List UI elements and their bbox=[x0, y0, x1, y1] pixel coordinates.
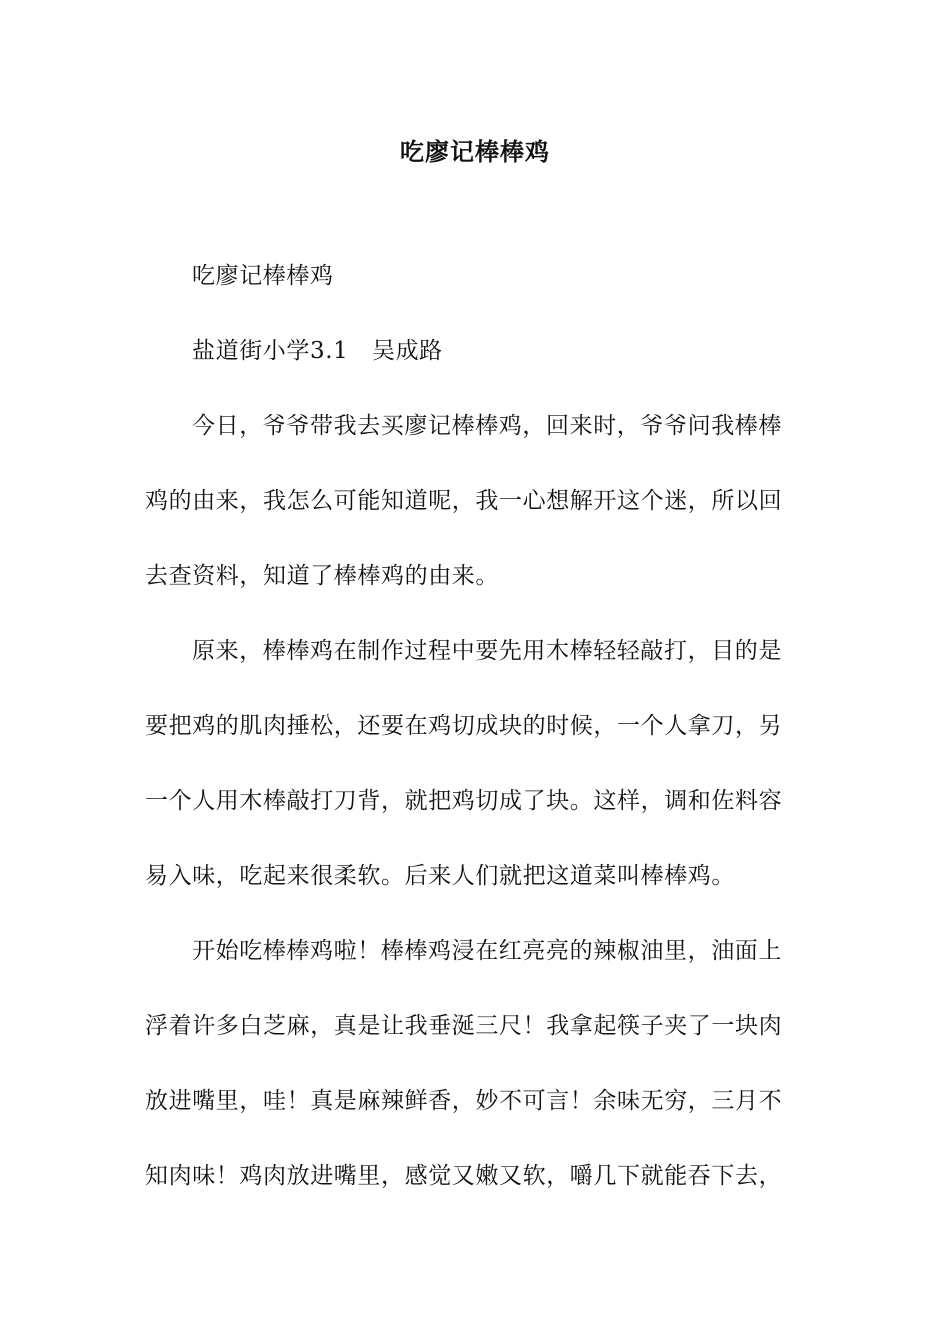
text-line: 知肉味！鸡肉放进嘴里，感觉又嫩又软，嚼几下就能吞下去， bbox=[145, 1163, 783, 1189]
text-line-author: 盐道街小学3.1 吴成路 bbox=[192, 338, 443, 364]
text-line: 一个人用木棒敲打刀背，就把鸡切成了块。这样，调和佐料容 bbox=[145, 788, 783, 814]
text-line: 放进嘴里，哇！真是麻辣鲜香，妙不可言！余味无穷，三月不 bbox=[145, 1088, 783, 1114]
document-body bbox=[145, 254, 807, 1229]
text-line: 易入味，吃起来很柔软。后来人们就把这道菜叫棒棒鸡。 bbox=[145, 863, 735, 889]
text-line-subtitle: 吃廖记棒棒鸡 bbox=[192, 263, 334, 289]
text-line: 去查资料，知道了棒棒鸡的由来。 bbox=[145, 563, 499, 589]
text-line: 开始吃棒棒鸡啦！棒棒鸡浸在红亮亮的辣椒油里，油面上 bbox=[192, 938, 782, 964]
document-title: 吃廖记棒棒鸡 bbox=[400, 137, 550, 166]
text-line: 今日，爷爷带我去买廖记棒棒鸡，回来时，爷爷问我棒棒 bbox=[192, 413, 782, 439]
text-line: 要把鸡的肌肉捶松，还要在鸡切成块的时候，一个人拿刀，另 bbox=[145, 713, 783, 739]
text-line: 浮着许多白芝麻，真是让我垂涎三尺！我拿起筷子夹了一块肉 bbox=[145, 1013, 783, 1039]
text-line: 鸡的由来，我怎么可能知道呢，我一心想解开这个迷，所以回 bbox=[145, 488, 783, 514]
text-line: 原来，棒棒鸡在制作过程中要先用木棒轻轻敲打，目的是 bbox=[192, 638, 782, 664]
